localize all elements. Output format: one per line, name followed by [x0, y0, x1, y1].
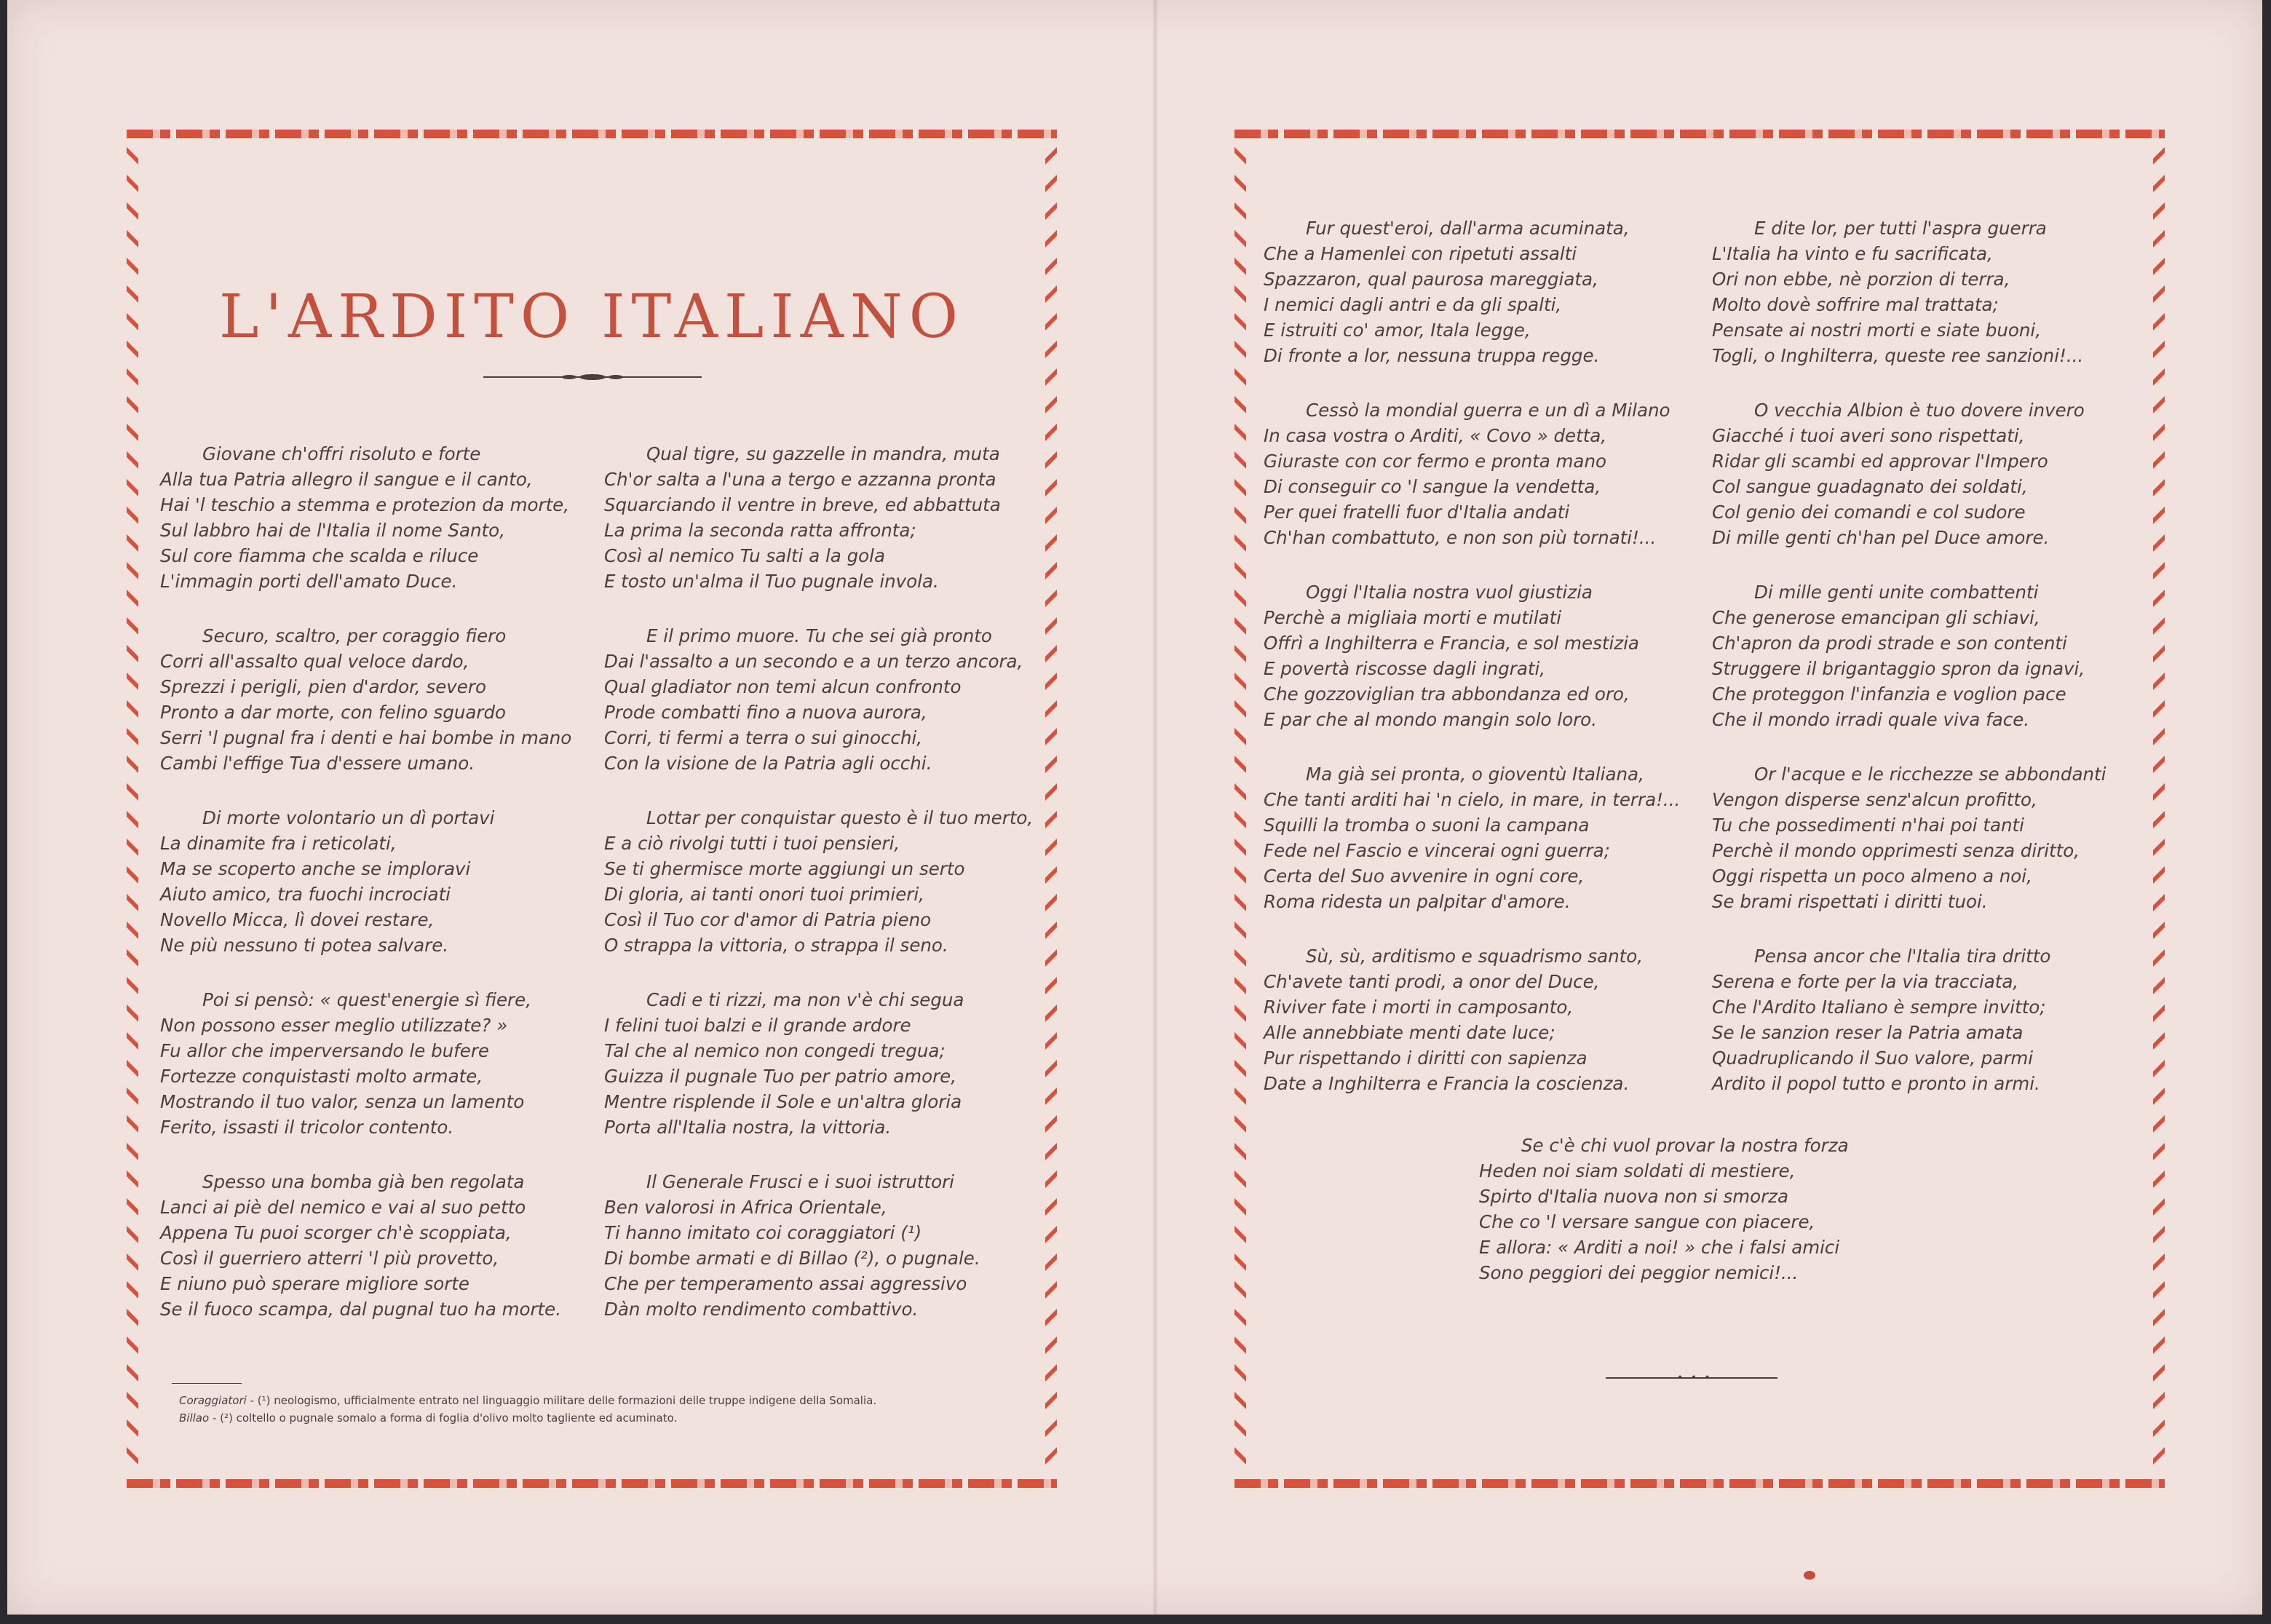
verse-line: Alla tua Patria allegro il sangue e il canto, — [160, 469, 533, 490]
verse-line: Ch'apron da prodi strade e son contenti — [1712, 633, 2067, 654]
verse-line: Squarciando il ventre in breve, ed abbattuta — [604, 494, 1001, 515]
border-right — [2153, 147, 2165, 1470]
verse-line: Ch'or salta a l'una a tergo e azzanna pronta — [604, 469, 996, 490]
border-top — [1234, 130, 2165, 138]
verse-line: Di mille genti ch'han pel Duce amore. — [1712, 527, 2050, 548]
verse-line: Spazzaron, qual paurosa mareggiata, — [1264, 269, 1598, 290]
verse-line: Ardito il popol tutto e pronto in armi. — [1712, 1073, 2040, 1094]
verse-line: Ben valorosi in Africa Orientale, — [604, 1197, 887, 1218]
footnotes — [179, 1392, 1016, 1427]
verse-line: Cadi e ti rizzi, ma non v'è chi segua — [646, 989, 964, 1010]
verse-line: Pensa ancor che l'Italia tira dritto — [1754, 946, 2051, 967]
border-bottom — [1234, 1479, 2165, 1488]
verse-line: O strappa la vittoria, o strappa il seno. — [604, 935, 948, 956]
verse-line: Squilli la tromba o suoni la campana — [1264, 815, 1590, 836]
right-column-a — [1264, 215, 1700, 1125]
stanza — [604, 805, 1041, 958]
verse-line: Molto dovè soffrire mal trattata; — [1712, 294, 1999, 315]
border-top — [127, 130, 1057, 138]
verse-line: Offrì a Inghilterra e Francia, e sol mestizia — [1264, 633, 1639, 654]
verse-line: Spirto d'Italia nuova non si smorza — [1479, 1186, 1789, 1207]
verse-line: O vecchia Albion è tuo dovere invero — [1754, 400, 2085, 421]
verse-line: Tu che possedimenti n'hai poi tanti — [1712, 815, 2024, 836]
left-column-a — [160, 441, 590, 1351]
border-left — [1234, 147, 1246, 1470]
left-column-b — [604, 441, 1041, 1351]
verse-line: Cambi l'effige Tua d'essere umano. — [160, 753, 475, 774]
verse-line: Qual gladiator non temi alcun confronto — [604, 676, 962, 697]
final-stanza — [1479, 1133, 1916, 1315]
verse-line: Serena e forte per la via tracciata, — [1712, 971, 2019, 992]
verse-line: Di conseguir co 'l sangue la vendetta, — [1264, 476, 1601, 497]
stanza — [1712, 943, 2149, 1096]
verse-line: Tal che al nemico non congedi tregua; — [604, 1040, 946, 1061]
verse-line: Lanci ai piè del nemico e vai al suo petto — [160, 1197, 526, 1218]
verse-line: Ne più nessuno ti potea salvare. — [160, 935, 449, 956]
stanza — [1264, 397, 1700, 550]
verse-line: Quadruplicando il Suo valore, parmi — [1712, 1047, 2034, 1069]
verse-line: Sul labbro hai de l'Italia il nome Santo, — [160, 520, 505, 541]
verse-line: Novello Micca, lì dovei restare, — [160, 909, 435, 930]
verse-line: Ch'avete tanti prodi, a onor del Duce, — [1264, 971, 1600, 992]
verse-line: Col sangue guadagnato dei soldati, — [1712, 476, 2028, 497]
verse-line: Dai l'assalto a un secondo e a un terzo ancora, — [604, 651, 1023, 672]
poem-title: L'ARDITO ITALIANO — [219, 282, 964, 352]
stanza — [1712, 397, 2149, 550]
verse-line: Qual tigre, su gazzelle in mandra, muta — [646, 443, 1000, 464]
verse-line: Che tanti arditi hai 'n cielo, in mare, in terra!... — [1264, 789, 1681, 810]
verse-line: Porta all'Italia nostra, la vittoria. — [604, 1117, 892, 1138]
verse-line: Serri 'l pugnal fra i denti e hai bombe in mano — [160, 727, 572, 748]
verse-line: Giovane ch'offri risoluto e forte — [202, 443, 481, 464]
verse-line: Che gozzoviglian tra abbondanza ed oro, — [1264, 684, 1630, 705]
stanza — [160, 805, 590, 958]
stanza — [1264, 579, 1700, 732]
verse-line: Così il Tuo cor d'amor di Patria pieno — [604, 909, 932, 930]
verse-line: Corri, ti fermi a terra o sui ginocchi, — [604, 727, 923, 748]
verse-line: Hai 'l teschio a stemma e protezion da morte, — [160, 494, 570, 515]
verse-line: Ori non ebbe, nè porzion di terra, — [1712, 269, 2010, 290]
verse-line: Che proteggon l'infanzia e voglion pace — [1712, 684, 2066, 705]
verse-line: Che l'Ardito Italiano è sempre invitto; — [1712, 997, 2046, 1018]
verse-line: E dite lor, per tutti l'aspra guerra — [1754, 218, 2047, 239]
verse-line: Che co 'l versare sangue con piacere, — [1479, 1211, 1815, 1232]
verse-line: E allora: « Arditi a noi! » che i falsi amici — [1479, 1237, 1840, 1258]
stanza — [1264, 943, 1700, 1096]
verse-line: Il Generale Frusci e i suoi istruttori — [646, 1171, 954, 1192]
verse-line: Sul core fiamma che scalda e riluce — [160, 545, 479, 566]
left-panel — [127, 130, 1057, 1488]
verse-line: Fu allor che imperversando le bufere — [160, 1040, 489, 1061]
verse-line: Fortezze conquistasti molto armate, — [160, 1066, 483, 1087]
footnote-2: Billao - (²) coltello o pugnale somalo a forma di foglia d'olivo molto tagliente ed acuminato. — [179, 1411, 678, 1425]
verse-line: Fur quest'eroi, dall'arma acuminata, — [1306, 218, 1630, 239]
verse-line: Se il fuoco scampa, dal pugnal tuo ha morte. — [160, 1299, 562, 1320]
verse-line: Roma ridesta un palpitar d'amore. — [1264, 891, 1571, 912]
verse-line: Così al nemico Tu salti a la gola — [604, 545, 885, 566]
right-panel — [1234, 130, 2165, 1488]
verse-line: Oggi l'Italia nostra vuol giustizia — [1306, 582, 1593, 603]
verse-line: Sprezzi i perigli, pien d'ardor, severo — [160, 676, 486, 697]
verse-line: Ridar gli scambi ed approvar l'Impero — [1712, 451, 2048, 472]
verse-line: Lottar per conquistar questo è il tuo merto, — [646, 807, 1034, 828]
verse-line: Prode combatti fino a nuova aurora, — [604, 702, 927, 723]
verse-line: Sono peggiori dei peggior nemici!... — [1479, 1262, 1799, 1283]
verse-line: Guizza il pugnale Tuo per patrio amore, — [604, 1066, 957, 1087]
verse-line: Dàn molto rendimento combattivo. — [604, 1299, 919, 1320]
verse-line: Con la visione de la Patria agli occhi. — [604, 753, 932, 774]
verse-line: Date a Inghilterra e Francia la coscienza. — [1264, 1073, 1630, 1094]
stanza — [160, 987, 590, 1140]
verse-line: Giacché i tuoi averi sono rispettati, — [1712, 425, 2025, 446]
verse-line: Alle annebbiate menti date luce; — [1264, 1022, 1555, 1043]
verse-line: Col genio dei comandi e col sudore — [1712, 502, 2026, 523]
red-stain-mark — [1804, 1571, 1815, 1580]
verse-line: Cessò la mondial guerra e un dì a Milano — [1306, 400, 1670, 421]
verse-line: Ma se scoperto anche se imploravi — [160, 858, 471, 879]
verse-line: Pensate ai nostri morti e siate buoni, — [1712, 320, 2042, 341]
footnote-rule — [172, 1383, 242, 1384]
end-ornament: • • • — [1677, 1372, 1713, 1384]
verse-line: Securo, scaltro, per coraggio fiero — [202, 625, 507, 646]
right-column-b — [1712, 215, 2149, 1125]
verse-line: Pur rispettando i diritti con sapienza — [1264, 1047, 1588, 1069]
stanza — [1712, 579, 2149, 732]
verse-line: Se le sanzion reser la Patria amata — [1712, 1022, 2024, 1043]
verse-line: Togli, o Inghilterra, queste ree sanzioni!... — [1712, 345, 2084, 366]
verse-line: Di morte volontario un dì portavi — [202, 807, 495, 828]
verse-line: La prima la seconda ratta affronta; — [604, 520, 916, 541]
verse-line: Struggere il brigantaggio spron da ignavi, — [1712, 658, 2085, 679]
verse-line: Sù, sù, arditismo e squadrismo santo, — [1306, 946, 1644, 967]
stanza — [160, 623, 590, 776]
verse-line: Ma già sei pronta, o gioventù Italiana, — [1306, 764, 1644, 785]
stanza — [1712, 215, 2149, 368]
verse-line: L'Italia ha vinto e fu sacrificata, — [1712, 243, 1993, 264]
verse-line: Heden noi siam soldati di mestiere, — [1479, 1160, 1796, 1181]
verse-line: Aiuto amico, tra fuochi incrociati — [160, 884, 451, 905]
stanza — [1712, 761, 2149, 914]
verse-line: Vengon disperse senz'alcun profitto, — [1712, 789, 2037, 810]
verse-line: Perchè a migliaia morti e mutilati — [1264, 607, 1562, 628]
verse-line: Mostrando il tuo valor, senza un lamento — [160, 1091, 525, 1112]
verse-line: Di bombe armati e di Billao (²), o pugnale. — [604, 1248, 980, 1269]
verse-line: E istruiti co' amor, Itala legge, — [1264, 320, 1531, 341]
verse-line: I nemici dagli antri e da gli spalti, — [1264, 294, 1562, 315]
stanza — [160, 441, 590, 594]
verse-line: E povertà riscosse dagli ingrati, — [1264, 658, 1546, 679]
verse-line: Or l'acque e le ricchezze se abbondanti — [1754, 764, 2106, 785]
verse-line: Corri all'assalto qual veloce dardo, — [160, 651, 469, 672]
verse-line: E il primo muore. Tu che sei già pronto — [646, 625, 992, 646]
verse-line: E par che al mondo mangin solo loro. — [1264, 709, 1597, 730]
center-fold — [1152, 0, 1158, 1615]
verse-line: Mentre risplende il Sole e un'altra gloria — [604, 1091, 962, 1112]
verse-line: Giuraste con cor fermo e pronta mano — [1264, 451, 1606, 472]
verse-line: Che generose emancipan gli schiavi, — [1712, 607, 2040, 628]
verse-line: Che per temperamento assai aggressivo — [604, 1273, 967, 1294]
verse-line: Certa del Suo avvenire in ogni core, — [1264, 866, 1585, 887]
verse-line: Per quei fratelli fuor d'Italia andati — [1264, 502, 1570, 523]
verse-line: Riviver fate i morti in camposanto, — [1264, 997, 1574, 1018]
verse-line: Se ti ghermisce morte aggiungi un serto — [604, 858, 965, 879]
verse-line: Di mille genti unite combattenti — [1754, 582, 2039, 603]
verse-line: I felini tuoi balzi e il grande ardore — [604, 1015, 911, 1036]
poster-sheet — [7, 0, 2262, 1615]
verse-line: Se c'è chi vuol provar la nostra forza — [1521, 1135, 1849, 1156]
verse-line: L'immagin porti dell'amato Duce. — [160, 571, 458, 592]
stanza — [1479, 1133, 1916, 1286]
verse-line: Se brami rispettati i diritti tuoi. — [1712, 891, 1988, 912]
border-bottom — [127, 1479, 1057, 1488]
verse-line: Così il guerriero atterri 'l più provetto, — [160, 1248, 499, 1269]
verse-line: Ch'han combattuto, e non son più tornati!... — [1264, 527, 1657, 548]
verse-line: Appena Tu puoi scorger ch'è scoppiata, — [160, 1222, 512, 1243]
verse-line: E niuno può sperare migliore sorte — [160, 1273, 469, 1294]
verse-line: E tosto un'alma il Tuo pugnale invola. — [604, 571, 939, 592]
verse-line: Spesso una bomba già ben regolata — [202, 1171, 525, 1192]
verse-line: Che a Hamenlei con ripetuti assalti — [1264, 243, 1577, 264]
verse-line: E a ciò rivolgi tutti i tuoi pensieri, — [604, 833, 900, 854]
stanza — [604, 441, 1041, 594]
verse-line: Perchè il mondo opprimesti senza diritto, — [1712, 840, 2080, 861]
verse-line: Pronto a dar morte, con felino sguardo — [160, 702, 507, 723]
footnote-1: Coraggiatori - (¹) neologismo, ufficialmente entrato nel linguaggio militare delle formazioni delle truppe indigene della Somalia. — [179, 1394, 877, 1407]
stanza — [604, 1169, 1041, 1322]
verse-line: Poi si pensò: « quest'energie sì fiere, — [202, 989, 531, 1010]
verse-line: Oggi rispetta un poco almeno a noi, — [1712, 866, 2032, 887]
verse-line: Ferito, issasti il tricolor contento. — [160, 1117, 454, 1138]
verse-line: Che il mondo irradi quale viva face. — [1712, 709, 2030, 730]
verse-line: Di fronte a lor, nessuna truppa regge. — [1264, 345, 1600, 366]
verse-line: Ti hanno imitato coi coraggiatori (¹) — [604, 1222, 922, 1243]
title-flourish-ornament — [483, 370, 702, 384]
stanza — [604, 623, 1041, 776]
stanza — [160, 1169, 590, 1322]
verse-line: Fede nel Fascio e vincerai ogni guerra; — [1264, 840, 1610, 861]
stanza — [1264, 761, 1700, 914]
verse-line: La dinamite fra i reticolati, — [160, 833, 397, 854]
stanza — [604, 987, 1041, 1140]
verse-line: Di gloria, ai tanti onori tuoi primieri, — [604, 884, 924, 905]
verse-line: Non possono esser meglio utilizzate? » — [160, 1015, 508, 1036]
verse-line: In casa vostra o Arditi, « Covo » detta, — [1264, 425, 1607, 446]
stanza — [1264, 215, 1700, 368]
